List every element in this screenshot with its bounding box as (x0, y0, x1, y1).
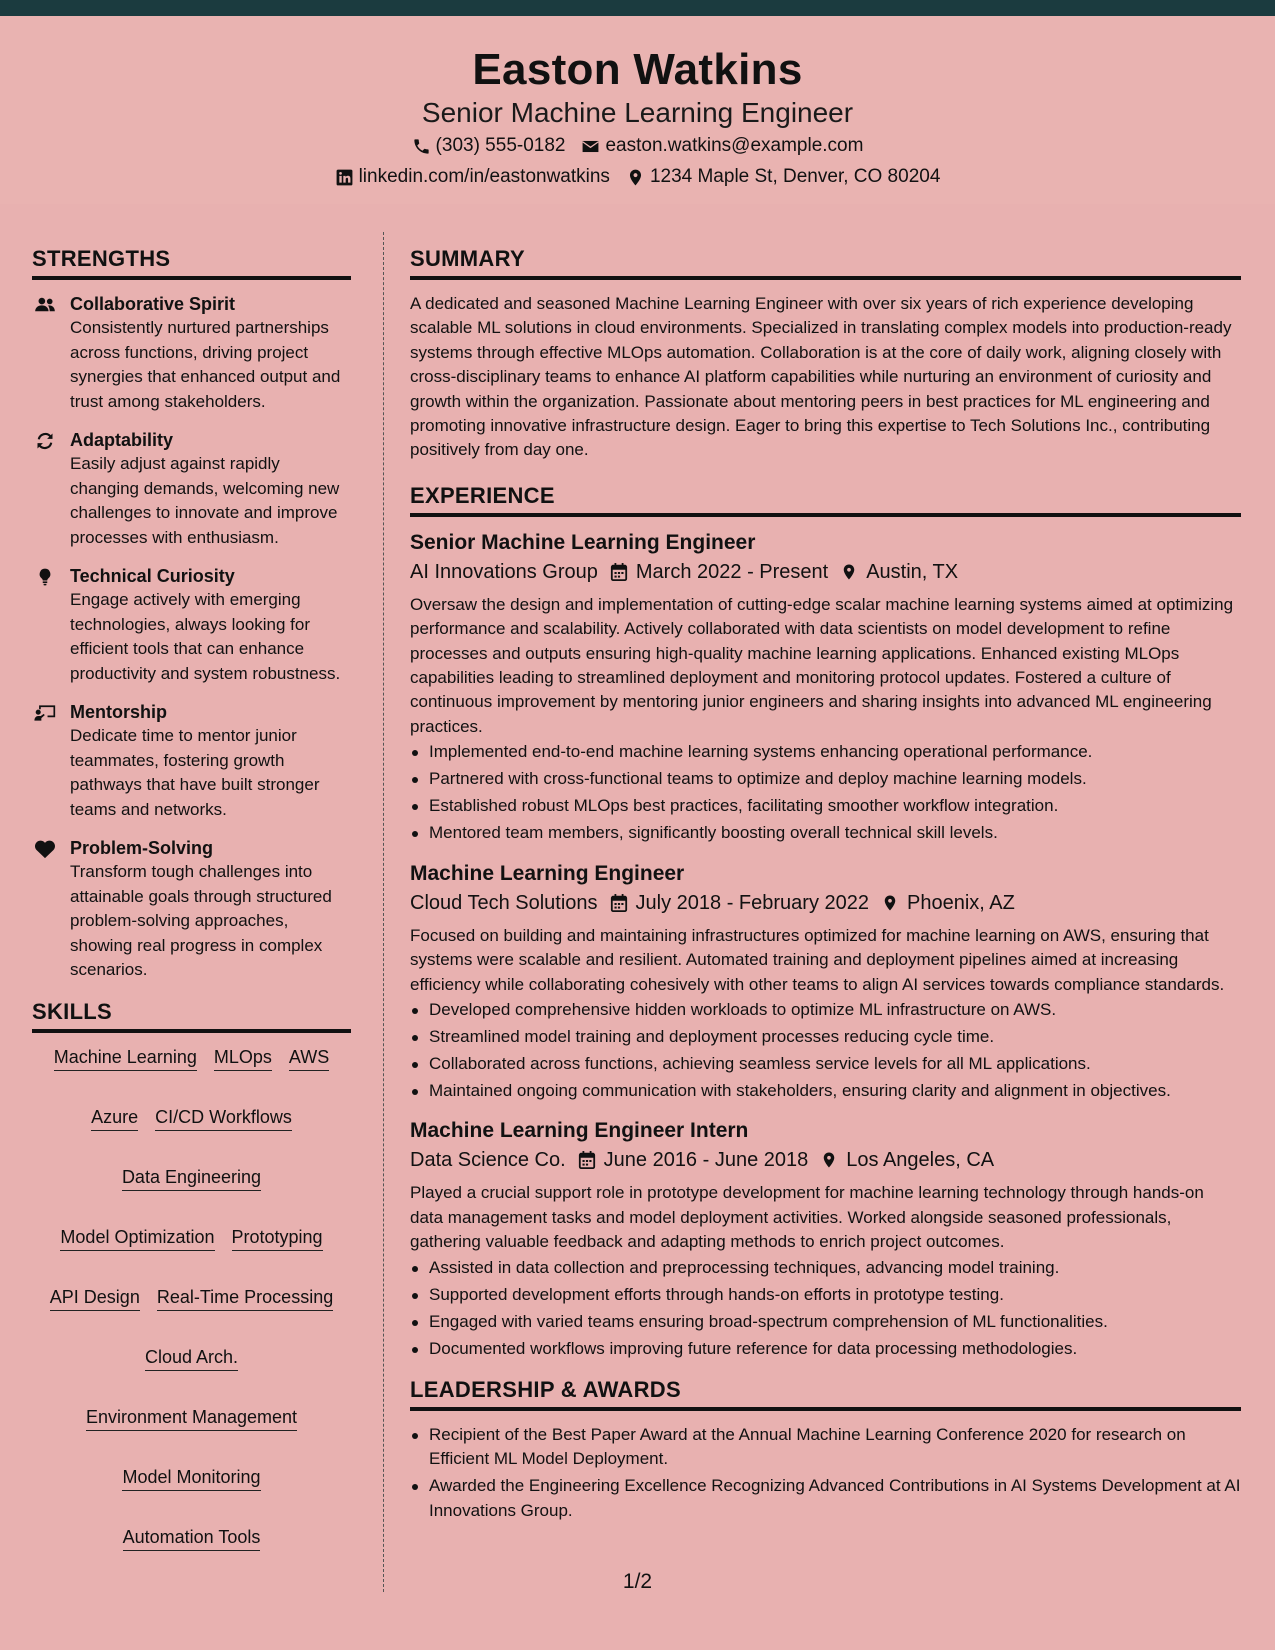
phone-contact[interactable] (412, 131, 566, 161)
skill-tag: API Design (50, 1285, 140, 1311)
strength-title: Mentorship (70, 702, 167, 722)
phone-icon (412, 137, 431, 156)
candidate-title: Senior Machine Learning Engineer (421, 97, 854, 128)
job-entry (410, 860, 1241, 1104)
strength-item (32, 292, 351, 414)
strength-title: Adaptability (70, 430, 174, 450)
job-meta (410, 1145, 1241, 1175)
list-item: Mentored team members, significantly boosting overall technical skill levels. (410, 821, 1241, 845)
job-description: Oversaw the design and implementation of cutting-edge scalar machine learning systems aimed at optimizing performance and scalability. Actively collaborated with data scientists on model development to refine processes and outputs ensuring high-quality machine learning applications. Enhanced existing MLOps capabilities leading to streamlined deployment and monitoring protocol updates. Fostered a culture of continuous improvement by mentoring junior engineers and sharing insights into advanced ML engineering practices. (410, 594, 1234, 736)
summary-text: A dedicated and seasoned Machine Learning Engineer with over six years of rich experience developing scalable ML solutions in cloud environments. Specialized in translating complex models into production-ready systems through effective MLOps automation. Collaboration is at the core of daily work, aligning closely with cross-disciplinary teams to enhance AI platform capabilities while nurturing an environment of curiosity and growth within the organization. Passionate about mentoring peers in best practices for ML engineering and promoting innovative infrastructure design. Eager to bring this expertise to Tech Solutions Inc., contributing positively from day one. (410, 294, 1232, 460)
job-bullets (410, 998, 1241, 1103)
skills-list (32, 1045, 351, 1551)
heart-icon (34, 839, 56, 859)
job-location: Los Angeles, CA (846, 1149, 995, 1172)
job-entry (410, 1117, 1241, 1361)
chalkboard-teacher-icon (34, 703, 56, 723)
job-meta (410, 888, 1241, 918)
skills-heading: SKILLS (32, 997, 351, 1033)
skill-tag: Real-Time Processing (157, 1285, 333, 1311)
skill-tag: Automation Tools (123, 1525, 261, 1551)
job-bullets (410, 740, 1241, 845)
job-entry (410, 529, 1241, 846)
column-divider (383, 232, 384, 1592)
map-marker-icon (881, 893, 899, 913)
strength-description: Consistently nurtured partnerships across functions, driving project synergies that enhanced output and trust among stakeholders. (70, 318, 341, 411)
strength-description: Easily adjust against rapidly changing demands, welcoming new challenges to innovate and improve processes with enthusiasm. (70, 454, 340, 547)
job-title: Machine Learning Engineer (410, 861, 685, 885)
skill-tag: Data Engineering (122, 1165, 261, 1191)
skill-tag: Cloud Arch. (145, 1345, 238, 1371)
linkedin-contact[interactable] (335, 162, 610, 192)
job-dates: March 2022 - Present (635, 560, 829, 583)
skill-tag: Prototyping (232, 1225, 323, 1251)
map-marker-icon (820, 1150, 838, 1170)
envelope-icon (581, 137, 600, 156)
linkedin-icon (335, 168, 354, 187)
resume-header (0, 16, 1275, 204)
skill-tag: AWS (289, 1045, 329, 1071)
job-bullets (410, 1256, 1241, 1361)
candidate-name: Easton Watkins (472, 45, 803, 94)
page-number: 1/2 (622, 1570, 653, 1593)
list-item: Implemented end-to-end machine learning systems enhancing operational performance. (410, 740, 1241, 764)
strengths-heading: STRENGTHS (32, 244, 351, 280)
list-item: Established robust MLOps best practices, facilitating smoother workflow integration. (410, 794, 1241, 818)
job-title: Machine Learning Engineer Intern (410, 1119, 749, 1143)
users-icon (34, 295, 56, 315)
calendar-icon (578, 1150, 596, 1170)
address-contact (626, 162, 940, 192)
map-marker-icon (626, 168, 645, 187)
job-location: Phoenix, AZ (907, 891, 1015, 914)
experience-heading: EXPERIENCE (410, 481, 1241, 517)
calendar-icon (610, 893, 628, 913)
strength-item (32, 836, 351, 983)
calendar-icon (610, 562, 628, 582)
company-name: Data Science Co. (410, 1149, 566, 1172)
address-text: 1234 Maple St, Denver, CO 80204 (649, 166, 941, 187)
job-location: Austin, TX (866, 560, 959, 583)
strength-item (32, 428, 351, 550)
sync-icon (34, 431, 56, 451)
list-item: Documented workflows improving future reference for data processing methodologies. (410, 1337, 1241, 1361)
list-item: Collaborated across functions, achieving seamless service levels for all ML applications. (410, 1052, 1241, 1076)
phone-text: (303) 555-0182 (435, 135, 566, 156)
skill-tag: CI/CD Workflows (155, 1105, 292, 1131)
map-marker-icon (840, 562, 858, 582)
summary-heading: SUMMARY (410, 244, 1241, 280)
skill-tag: Model Optimization (60, 1225, 214, 1251)
list-item: Engaged with varied teams ensuring broad-spectrum comprehension of ML functionalities. (410, 1310, 1241, 1334)
right-column (410, 244, 1241, 1526)
strength-title: Problem-Solving (70, 838, 214, 858)
email-contact[interactable] (581, 131, 863, 161)
skill-tag: Machine Learning (54, 1045, 197, 1071)
job-dates: July 2018 - February 2022 (635, 891, 869, 914)
job-description: Focused on building and maintaining infrastructures optimized for machine learning on AWS, ensuring that systems were scalable and resilient. Automated training and deployment pipelines aimed at increasing efficiency while collaborating cohesively with other teams to align AI services towards compliance standards. (410, 925, 1225, 994)
skill-tag: Azure (91, 1105, 138, 1131)
skill-tag: Environment Management (86, 1405, 297, 1431)
lightbulb-icon (34, 567, 56, 587)
linkedin-text: linkedin.com/in/eastonwatkins (358, 166, 610, 187)
skill-tag: MLOps (214, 1045, 272, 1071)
list-item: Assisted in data collection and preprocessing techniques, advancing model training. (410, 1256, 1241, 1280)
awards-list (410, 1423, 1241, 1523)
list-item: Partnered with cross-functional teams to optimize and deploy machine learning models. (410, 767, 1241, 791)
contact-row-2 (0, 162, 1275, 192)
job-meta (410, 557, 1241, 587)
list-item: Recipient of the Best Paper Award at the Annual Machine Learning Conference 2020 for research on Efficient ML Model Deployment. (410, 1423, 1241, 1472)
awards-heading: LEADERSHIP & AWARDS (410, 1375, 1241, 1411)
top-color-bar (0, 0, 1275, 16)
strength-item (32, 564, 351, 686)
skill-tag: Model Monitoring (122, 1465, 260, 1491)
job-title: Senior Machine Learning Engineer (410, 530, 756, 554)
strength-description: Engage actively with emerging technologies, always looking for efficient tools that can enhance productivity and system robustness. (70, 590, 341, 683)
company-name: AI Innovations Group (410, 560, 598, 583)
list-item: Awarded the Engineering Excellence Recognizing Advanced Contributions in AI Systems Development at AI Innovations Group. (410, 1474, 1241, 1523)
left-column (32, 244, 351, 1551)
list-item: Supported development efforts through hands-on efforts in prototype testing. (410, 1283, 1241, 1307)
strength-description: Dedicate time to mentor junior teammates, fostering growth pathways that have built stronger teams and networks. (70, 726, 320, 819)
list-item: Developed comprehensive hidden workloads to optimize ML infrastructure on AWS. (410, 998, 1241, 1022)
strength-title: Technical Curiosity (70, 566, 235, 586)
job-dates: June 2016 - June 2018 (603, 1149, 809, 1172)
strength-description: Transform tough challenges into attainable goals through structured problem-solving approaches, showing real progress in complex scenarios. (70, 862, 332, 979)
list-item: Streamlined model training and deployment processes reducing cycle time. (410, 1025, 1241, 1049)
company-name: Cloud Tech Solutions (410, 891, 598, 914)
email-text: easton.watkins@example.com (605, 135, 864, 156)
strength-item (32, 700, 351, 822)
strength-title: Collaborative Spirit (70, 294, 236, 314)
job-description: Played a crucial support role in prototype development for machine learning technology through hands-on data management tasks and model deployment activities. Worked alongside seasoned professionals, gathering valuable feedback and adapting methods to enrich project outcomes. (410, 1183, 1204, 1252)
contact-row-1 (0, 131, 1275, 161)
list-item: Maintained ongoing communication with stakeholders, ensuring clarity and alignment in objectives. (410, 1079, 1241, 1103)
